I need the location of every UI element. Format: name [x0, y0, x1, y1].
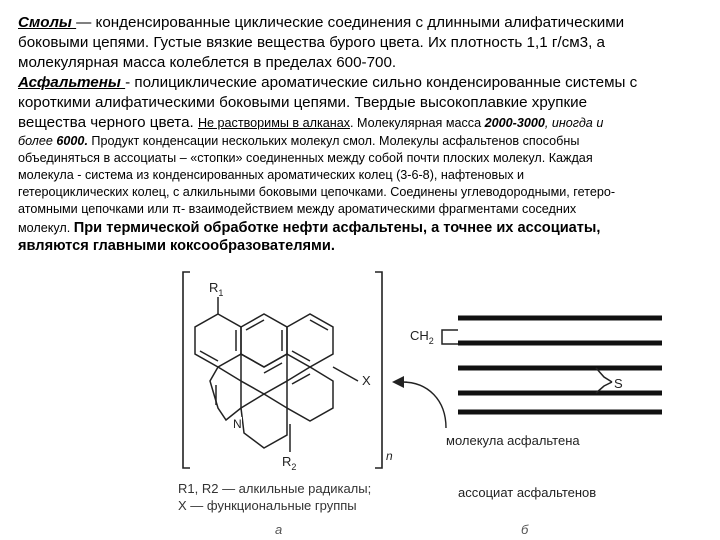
- legend-line-2: X — функциональные группы: [178, 498, 357, 513]
- text-line: короткими алифатическими боковыми цепями. Твердые высокоплавкие хрупкие: [18, 94, 588, 111]
- arrow-head-icon: [392, 376, 404, 388]
- text-line: боковыми цепями. Густые вязкие вещества бурого цвета. Их плотность 1,1 г/см3, а: [18, 34, 605, 51]
- text-span-italic: более: [18, 134, 57, 148]
- panel-label-b: б: [521, 522, 529, 537]
- text-span-underlined: Не растворимы в алканах: [197, 116, 351, 130]
- text-line: атомными цепочками или π- взаимодействием между ароматическими фрагментами соседних: [18, 202, 577, 216]
- r1-label: $R_1$: [209, 280, 224, 298]
- molecule-structure: [195, 297, 358, 452]
- asphaltene-stack: [458, 318, 662, 412]
- text-span-bold: При термической обработке нефти асфальтены, а точнее их ассоциаты,: [73, 220, 601, 236]
- term-asphaltenes: Асфальтены: [18, 74, 126, 91]
- associate-label: ассоциат асфальтенов: [458, 485, 597, 500]
- text-line: [18, 14, 708, 32]
- x-label: X: [362, 373, 371, 388]
- text-span-bold: 2000-3000: [484, 116, 545, 130]
- asphaltene-figure: [0, 250, 720, 540]
- text-span: - полициклические ароматические сильно конденсированные системы с: [125, 74, 638, 91]
- repeat-n-label: n: [386, 449, 393, 463]
- text-line: молекулярная масса колеблется в пределах 600-700.: [18, 54, 397, 71]
- text-line: [18, 114, 708, 132]
- s-link: [596, 368, 612, 393]
- text-line: молекула - система из конденсированных ароматических колец (3-6-8), нафтеновых и: [18, 168, 525, 182]
- molecule-label: молекула асфальтена: [446, 433, 580, 448]
- text-span: Продукт конденсации нескольких молекул смол. Молекулы асфальтенов способны: [87, 134, 580, 148]
- text-line: объединяться в ассоциаты – «стопки» соединенных между собой почти плоских молекул. Каждая: [18, 151, 593, 165]
- text-span-bold: 6000.: [56, 134, 88, 148]
- text-span: вещества черного цвета.: [18, 114, 198, 131]
- r2-label: $R_2$: [282, 454, 297, 472]
- panel-label-a: а: [275, 522, 283, 537]
- bracket-left: [183, 272, 190, 468]
- bracket-right: [375, 272, 382, 468]
- text-span-italic: , иногда и: [544, 116, 604, 130]
- ch2-label: $CH_2$: [410, 328, 434, 346]
- ch2-bracket: [442, 330, 458, 344]
- text-line: являются главными коксообразователями.: [18, 238, 335, 254]
- text-span: . Молекулярная масса: [350, 116, 485, 130]
- legend-line-1: R1, R2 — алкильные радикалы;: [178, 481, 372, 496]
- text-span: молекул.: [18, 221, 74, 235]
- text-line: [18, 219, 708, 237]
- text-line: [18, 133, 708, 149]
- text-span: — конденсированные циклические соединения с длинными алифатическими: [76, 14, 625, 31]
- n-atom: N: [233, 417, 242, 431]
- text-line: [18, 74, 708, 92]
- text-line: гетероциклических колец, с алкильными боковыми цепочками. Соединены углеводородными, гетеро-: [18, 185, 616, 199]
- s-label: S: [614, 376, 623, 391]
- term-resins: Смолы: [18, 14, 77, 31]
- curved-arrow: [402, 382, 446, 428]
